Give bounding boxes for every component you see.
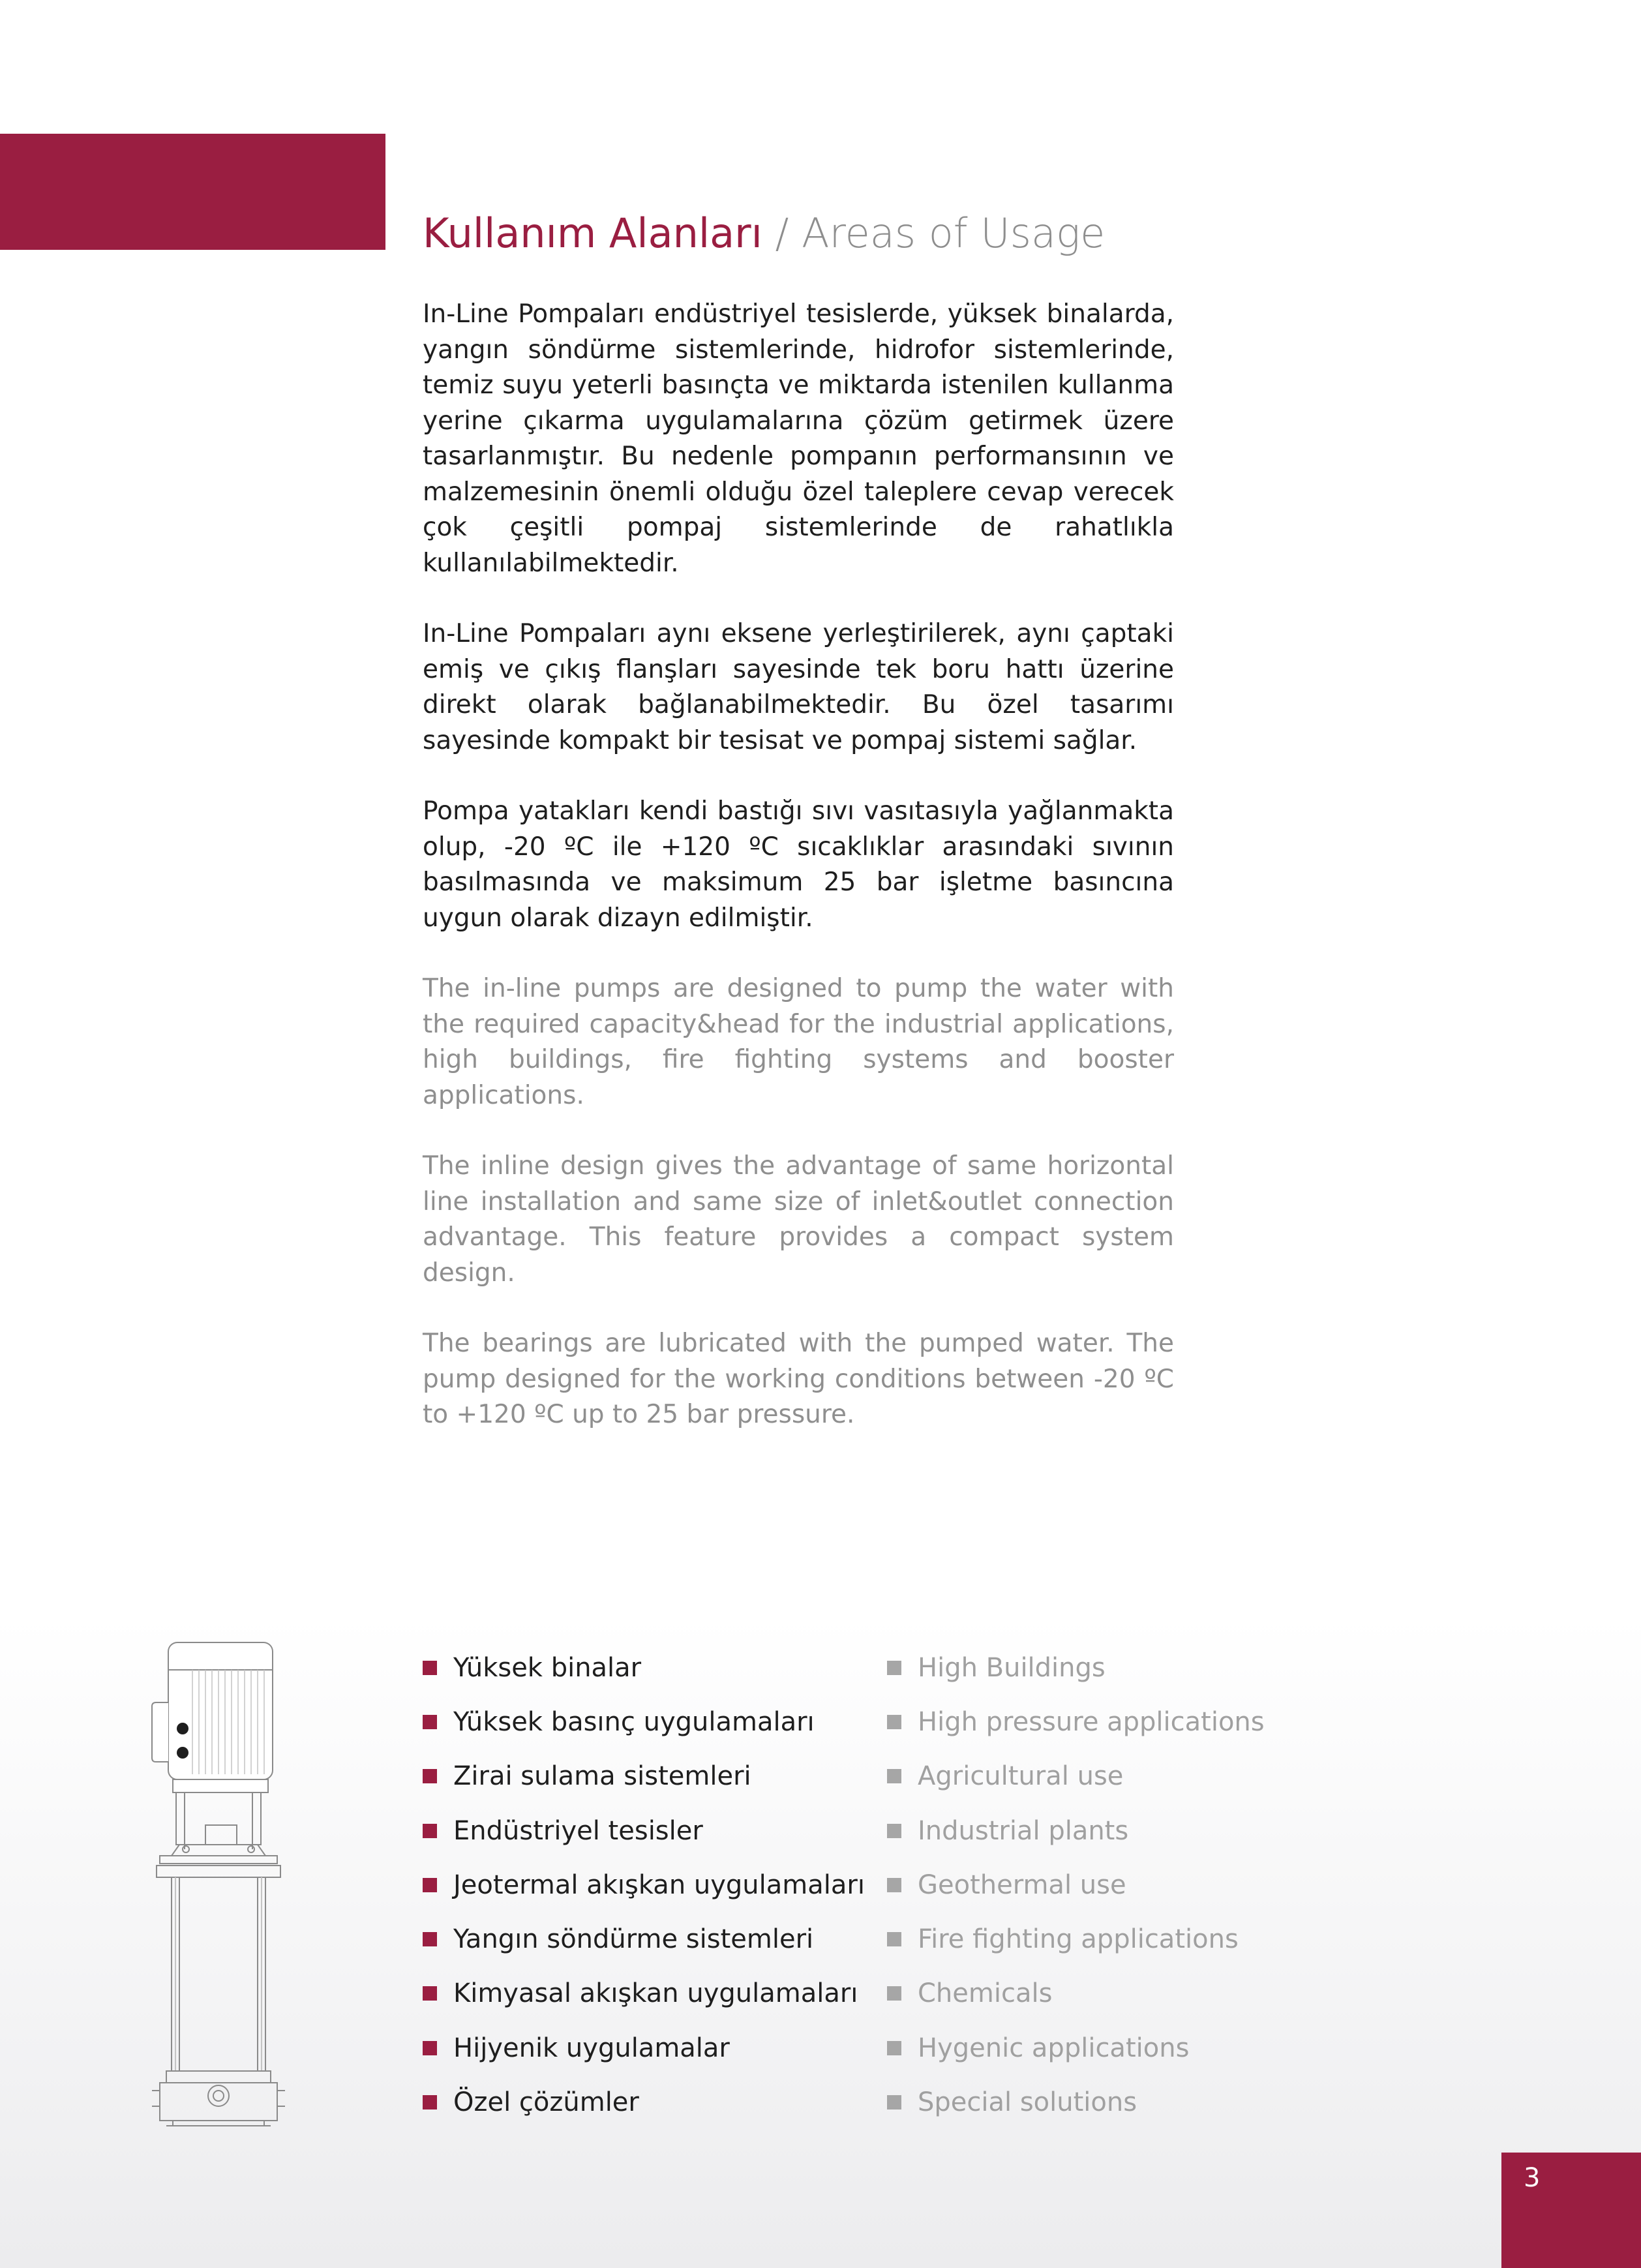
list-item-label: Agricultural use [918,1761,1124,1792]
list-item-label: Yüksek basınç uygulamaları [453,1706,815,1737]
bullet-square-icon [887,1769,901,1783]
title-turkish: Kullanım Alanları [423,209,762,257]
bullet-square-icon [423,2095,437,2109]
bullet-square-icon [887,2095,901,2109]
title-english: Areas of Usage [802,209,1106,257]
list-item [887,1641,1265,1695]
list-item-label: High Buildings [918,1652,1106,1683]
list-item [423,2021,865,2075]
list-item [423,1912,865,1966]
list-item-label: Geothermal use [918,1869,1126,1900]
bullet-square-icon [423,1878,437,1892]
accent-bar [0,134,385,250]
uses-list-english [887,1641,1265,2130]
page-number-box [1501,2153,1641,2268]
title-separator: / [762,209,802,257]
bullet-square-icon [887,1824,901,1838]
list-item [887,1695,1265,1749]
bullet-square-icon [887,1661,901,1675]
bullet-square-icon [423,1715,437,1729]
list-item-label: Yangın söndürme sistemleri [453,1924,814,1955]
list-item-label: Kimyasal akışkan uygulamaları [453,1978,858,2009]
bullet-square-icon [887,2041,901,2055]
list-item-label: Hygenic applications [918,2033,1190,2063]
list-item [423,1749,865,1804]
uses-list-turkish [423,1641,865,2130]
paragraph-tr-3: Pompa yatakları kendi bastığı sıvı vasıtasıyla yağlanmakta olup, -20 ºC ile +120 ºC sıcaklıklar arasındaki sıvının basılmasında ve maksimum 25 bar işletme basıncına uygun olarak dizayn edilmiştir. [423,796,1174,933]
list-item-label: Industrial plants [918,1815,1129,1846]
paragraph-tr-1: In-Line Pompaları endüstriyel tesislerde, yüksek binalarda, yangın söndürme sistemlerinde, hidrofor sistemlerinde, temiz suyu yeterli basınçta ve miktarda istenilen kullanma yerine çıkarma uygulamalarına çözüm getirmek üzere tasarlanmıştır. Bu nedenle pompanın performansının ve malzemesinin önemli olduğu özel taleplere cevap verecek çok çeşitli pompaj sistemlerinde de rahatlıkla kullanılabilmektedir. [423,299,1174,578]
bullet-square-icon [423,1661,437,1675]
list-item-label: Chemicals [918,1978,1053,2009]
paragraph-en-3: The bearings are lubricated with the pumped water. The pump designed for the working conditions between -20 ºC to +120 ºC up to 25 bar pressure. [423,1329,1174,1429]
list-item-label: Özel çözümler [453,2087,639,2118]
list-item [423,2075,865,2129]
list-item [423,1641,865,1695]
bullet-square-icon [423,1824,437,1838]
bullet-square-icon [887,1932,901,1946]
list-item-label: Jeotermal akışkan uygulamaları [453,1869,865,1900]
bullet-square-icon [887,1878,901,1892]
bullet-square-icon [423,2041,437,2055]
bullet-square-icon [887,1715,901,1729]
list-item [423,1695,865,1749]
pump-illustration [147,1641,290,2126]
list-item [887,1858,1265,1912]
list-item-label: Special solutions [918,2087,1137,2118]
list-item-label: Hijyenik uygulamalar [453,2033,730,2063]
list-item [887,2021,1265,2075]
list-item-label: Endüstriyel tesisler [453,1815,703,1846]
list-item [887,2075,1265,2129]
page-title [423,207,1105,260]
page-number: 3 [1524,2163,1541,2193]
bullet-square-icon [887,1986,901,2001]
paragraph-en-2: The inline design gives the advantage of same horizontal line installation and same size of inlet&outlet connection advantage. This feature provides a compact system design. [423,1151,1174,1288]
list-item [423,1967,865,2021]
bullet-square-icon [423,1769,437,1783]
list-item [887,1749,1265,1804]
list-item-label: Yüksek binalar [453,1652,642,1683]
paragraph-en-1: The in-line pumps are designed to pump the water with the required capacity&head for the industrial applications, high buildings, fire fighting systems and booster applications. [423,974,1174,1110]
list-item [887,1912,1265,1966]
paragraph-tr-2: In-Line Pompaları aynı eksene yerleştirilerek, aynı çaptaki emiş ve çıkış flanşları sayesinde tek boru hattı üzerine direkt olarak bağlanabilmektedir. Bu özel tasarımı sayesinde kompakt bir tesisat ve pompaj sistemi sağlar. [423,619,1174,755]
bullet-square-icon [423,1986,437,2001]
bullet-square-icon [423,1932,437,1946]
list-item-label: High pressure applications [918,1706,1265,1737]
list-item [423,1804,865,1858]
list-item-label: Fire fighting applications [918,1924,1239,1955]
list-item [887,1967,1265,2021]
body-text [423,297,1174,1468]
list-item-label: Zirai sulama sistemleri [453,1761,751,1792]
list-item [887,1804,1265,1858]
list-item [423,1858,865,1912]
